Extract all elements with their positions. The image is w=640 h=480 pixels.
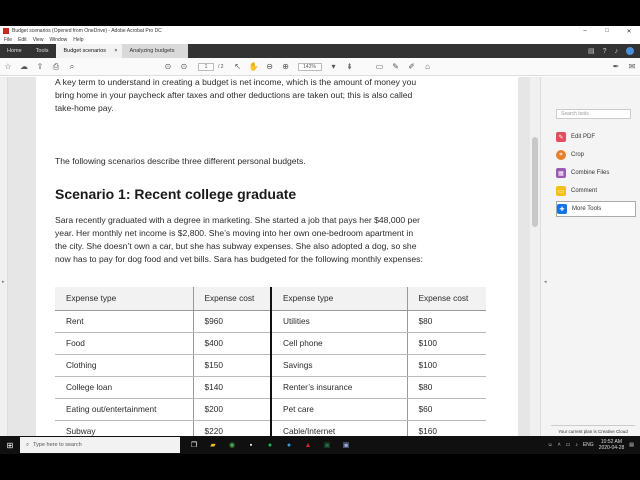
taskbar-search-placeholder: Type here to search xyxy=(33,442,82,448)
notifications-icon[interactable]: ▤ xyxy=(629,442,634,448)
tab-document-label: Budget scenarios xyxy=(63,48,107,54)
tabbar-right-icons xyxy=(588,44,640,58)
left-rail[interactable] xyxy=(0,77,8,454)
table-cell: Cell phone xyxy=(271,332,407,354)
notifications-icon[interactable]: ♪ xyxy=(614,47,618,55)
print-icon[interactable]: ⎙ xyxy=(52,61,60,71)
stamp-icon[interactable]: ⌂ xyxy=(425,62,430,71)
tab-document-budget-scenarios[interactable] xyxy=(56,44,122,58)
clock[interactable] xyxy=(599,439,625,451)
pdf-page xyxy=(36,77,518,454)
acrobat-taskbar-icon[interactable]: ▲ xyxy=(304,441,312,449)
table-cell: $220 xyxy=(193,420,271,442)
search-tools-input[interactable]: Search tools xyxy=(556,109,631,119)
tab-bar xyxy=(0,44,640,58)
page-count: / 2 xyxy=(218,63,224,70)
zoom-level-select[interactable]: 142% xyxy=(298,63,322,71)
intro-paragraph: A key term to understand in creating a budget is net income, which is the amount of money you bring home in your paycheck after taxes and other deductions are taken out; this is also called take-home pay. xyxy=(55,77,417,113)
windows-taskbar xyxy=(0,436,640,454)
tray-people-icon[interactable]: ☺ xyxy=(547,442,553,448)
table-cell: $200 xyxy=(193,398,271,420)
expenses-table xyxy=(55,287,486,443)
acrobat-app-icon xyxy=(3,28,9,34)
search-icon: ⌕ xyxy=(26,441,30,448)
tool-comment[interactable] xyxy=(556,183,636,199)
scrollbar-thumb[interactable] xyxy=(532,137,538,227)
table-cell: $60 xyxy=(407,398,486,420)
tool-label: Crop xyxy=(571,152,585,158)
draw-icon[interactable]: ✐ xyxy=(408,62,415,71)
scenario-body: Sara recently graduated with a degree in marketing. She started a job that pays her $48,000 per year. Her monthly net income is $2,800. She’s moving into her own one-bedroom apartment in the city. She doesn’t own a car, but she has subway expenses. She also adopted a dog, so she now has to pay for dog food and vet bills. Sara has budgeted for the following monthly expenses: xyxy=(55,215,423,264)
excel-icon[interactable]: ▣ xyxy=(323,442,331,449)
table-cell: $960 xyxy=(193,310,271,332)
table-cell: $160 xyxy=(407,420,486,442)
table-cell: Pet care xyxy=(271,398,407,420)
menu-file[interactable]: File xyxy=(4,37,13,43)
comment-icon: ▭ xyxy=(556,186,566,196)
close-tab-icon[interactable]: × xyxy=(114,48,118,54)
tray-expand-icon[interactable]: ˄ xyxy=(557,442,561,448)
select-cursor-icon[interactable]: ↖ xyxy=(234,62,241,71)
expand-left-panel-icon[interactable]: ▸ xyxy=(2,279,5,285)
table-row xyxy=(55,376,486,398)
table-cell: Clothing xyxy=(55,354,193,376)
tool-more-tools[interactable] xyxy=(556,201,636,217)
table-cell: $100 xyxy=(407,332,486,354)
table-row xyxy=(55,354,486,376)
search-icon[interactable]: ⌕ xyxy=(69,61,75,71)
toolbar xyxy=(0,58,640,76)
tool-combine-files[interactable] xyxy=(556,165,636,181)
help-icon[interactable]: ? xyxy=(602,47,607,55)
taskbar-apps xyxy=(186,438,354,452)
sign-icon[interactable]: ✒ xyxy=(612,62,620,71)
tab-document-analyzing-budgets[interactable] xyxy=(122,44,188,58)
page-number-input[interactable]: 1 xyxy=(198,63,214,71)
task-view-icon[interactable]: ❐ xyxy=(190,442,198,449)
clock-time: 10:52 AM xyxy=(600,439,623,445)
network-icon[interactable]: ▭ xyxy=(565,442,571,448)
more-tools-icon: ✚ xyxy=(557,204,567,214)
taskbar-search-input[interactable] xyxy=(20,437,180,453)
plan-text: Your current plan is Creative Cloud xyxy=(558,429,628,434)
table-cell: Utilities xyxy=(271,310,407,332)
app-icon[interactable]: ▣ xyxy=(342,442,350,449)
system-tray xyxy=(548,439,640,451)
window-controls xyxy=(574,28,640,35)
window-title: Budget scenarios (Opened from OneDrive) - Adobe Acrobat Pro DC xyxy=(12,28,162,34)
edit-pdf-icon: ✎ xyxy=(556,132,566,142)
upload-icon[interactable]: ⇧ xyxy=(36,62,44,71)
divider xyxy=(551,425,635,426)
tools-pane xyxy=(540,77,640,454)
table-cell: $80 xyxy=(407,376,486,398)
edge-icon[interactable]: ● xyxy=(286,441,292,449)
table-cell: Eating out/entertainment xyxy=(55,398,193,420)
crop-icon: ⌗ xyxy=(556,150,566,160)
spotify-icon[interactable]: ● xyxy=(267,441,273,449)
table-cell: College loan xyxy=(55,376,193,398)
table-cell: $140 xyxy=(193,376,271,398)
clock-date: 2020-04-28 xyxy=(598,445,625,451)
table-cell: Cable/Internet xyxy=(271,420,407,442)
table-row xyxy=(55,310,486,332)
table-row xyxy=(55,398,486,420)
avatar[interactable] xyxy=(626,47,634,55)
page-title: Scenario 1: Recent college graduate xyxy=(55,186,297,202)
next-page-icon[interactable]: ⊙ xyxy=(180,62,188,71)
table-cell: $100 xyxy=(407,354,486,376)
menu-edit[interactable]: Edit xyxy=(18,37,27,43)
tool-label: Comment xyxy=(571,188,598,194)
tool-label: More Tools xyxy=(572,206,602,212)
menu-view[interactable]: View xyxy=(32,37,44,43)
letterbox-top xyxy=(0,0,640,26)
chrome-icon[interactable]: ◉ xyxy=(228,442,236,449)
tool-edit-pdf[interactable] xyxy=(556,129,636,145)
tab-tools[interactable]: Tools xyxy=(35,48,49,54)
table-header: Expense cost xyxy=(193,287,271,310)
table-cell: Subway xyxy=(55,420,193,442)
comment-tool-icon[interactable]: ▭ xyxy=(375,62,384,71)
vertical-scrollbar[interactable] xyxy=(530,77,540,454)
letterbox-bottom xyxy=(0,454,640,480)
document-area xyxy=(0,77,540,454)
table-cell: Rent xyxy=(55,310,193,332)
hand-tool-icon[interactable]: ✋ xyxy=(248,62,259,71)
tool-label: Combine Files xyxy=(571,170,610,176)
table-cell: Renter’s insurance xyxy=(271,376,407,398)
minimize-button[interactable]: – xyxy=(583,27,587,34)
table-row xyxy=(55,332,486,354)
maximize-button[interactable]: □ xyxy=(605,27,609,34)
scroll-mode-icon[interactable]: ⇟ xyxy=(346,62,353,71)
tab-home[interactable]: Home xyxy=(7,48,22,54)
table-header: Expense cost xyxy=(407,287,486,310)
language-indicator[interactable]: ENG xyxy=(582,442,594,448)
file-explorer-icon[interactable]: ▰ xyxy=(210,442,216,449)
table-cell: $400 xyxy=(193,332,271,354)
table-header: Expense type xyxy=(271,287,407,310)
zoom-dropdown-icon[interactable]: ▾ xyxy=(331,62,336,71)
menu-bar xyxy=(0,36,640,44)
close-button[interactable]: ✕ xyxy=(626,28,632,35)
windows-start-icon[interactable]: ⊞ xyxy=(6,440,14,450)
screen xyxy=(0,26,640,454)
combine-files-icon: ▦ xyxy=(556,168,566,178)
share-icon[interactable]: ✉ xyxy=(628,62,636,71)
chat-icon[interactable]: ▤ xyxy=(587,48,595,55)
zoom-in-icon[interactable]: ⊕ xyxy=(282,62,289,71)
volume-icon[interactable]: ♪ xyxy=(575,442,578,448)
menu-help[interactable]: Help xyxy=(73,37,84,43)
app-icon[interactable]: ▪ xyxy=(249,441,253,449)
title-bar xyxy=(0,26,640,36)
zoom-out-icon[interactable]: ⊖ xyxy=(266,62,273,71)
highlight-icon[interactable]: ✎ xyxy=(392,62,399,71)
table-header-row xyxy=(55,287,486,310)
table-cell: Food xyxy=(55,332,193,354)
tool-crop[interactable] xyxy=(556,147,636,163)
tool-label: Edit PDF xyxy=(571,134,596,140)
previous-page-icon[interactable]: ⊙ xyxy=(164,62,172,71)
table-header: Expense type xyxy=(55,287,193,310)
collapse-right-panel-icon[interactable]: ◂ xyxy=(544,279,547,285)
bookmark-icon[interactable]: ☆ xyxy=(4,62,12,71)
scenarios-intro: The following scenarios describe three different personal budgets. xyxy=(55,156,306,166)
table-cell: $150 xyxy=(193,354,271,376)
cloud-upload-icon[interactable]: ☁ xyxy=(20,62,28,71)
table-cell: $80 xyxy=(407,310,486,332)
menu-window[interactable]: Window xyxy=(49,37,68,43)
table-cell: Savings xyxy=(271,354,407,376)
tab-document-label: Analyzing budgets xyxy=(129,48,175,54)
